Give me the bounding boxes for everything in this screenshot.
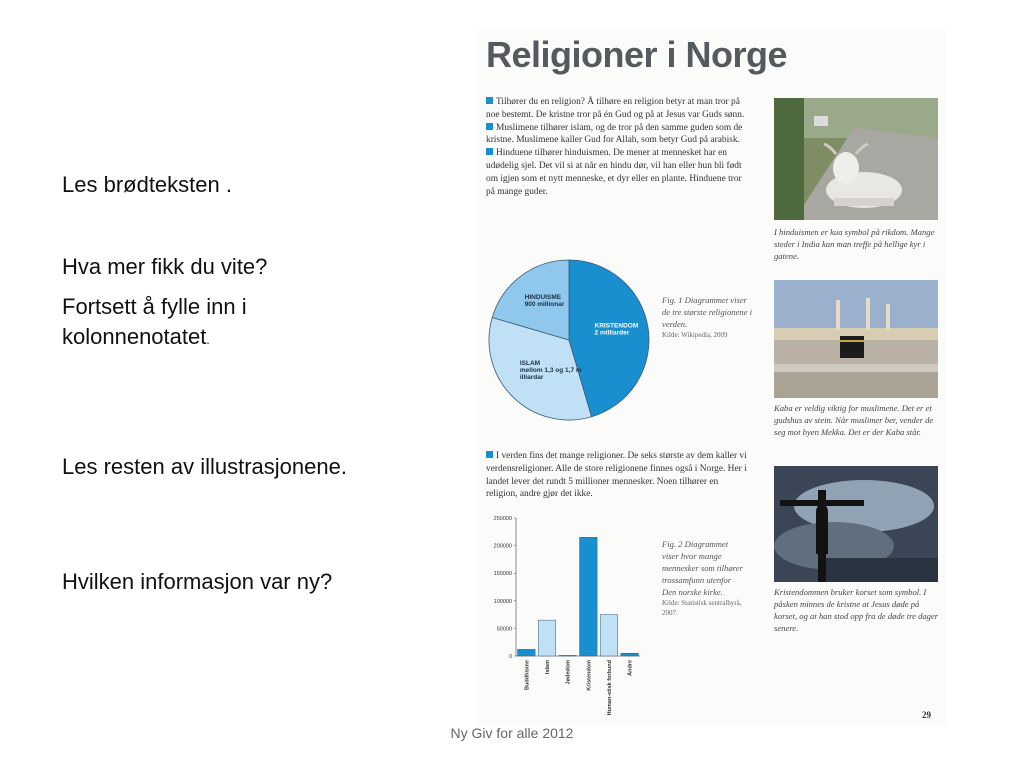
intro-text (486, 96, 748, 198)
page-number: 29 (922, 710, 931, 720)
y-tick-label: 0 (508, 654, 512, 660)
bar-chart (482, 512, 662, 725)
bullet-square-icon (486, 451, 493, 458)
question-what-more: Hva mer fikk du vite? (62, 254, 268, 279)
pie-label: 2 milliarder (594, 329, 630, 337)
pie-label: KRISTENDOM (594, 322, 639, 330)
pie-label: HINDUISME (524, 293, 562, 301)
book-page (476, 30, 946, 725)
fig2-caption: Fig. 2 Diagrammet viser hvor mange mennesker som tilhører trossamfunn utenfor Den norske kirke. Kilde: Statistisk sentralbyrå, 2007. (662, 538, 746, 618)
y-tick-label: 100000 (493, 598, 512, 605)
slide-footer: Ny Giv for alle 2012 (450, 725, 574, 741)
pie-label: mellom 1,3 og 1,7 m (519, 367, 582, 375)
bar (538, 620, 556, 656)
paragraph: I verden fins det mange religioner. De seks største av dem kaller vi verdensreligioner. Alle de store religionene finnes også i Norge. Her i landet lever det rundt 5 millioner mennesker. Noen tilhører en religion, andre gjør det ikke. (486, 451, 747, 500)
caption-kaaba: Kaba er veldig viktig for muslimene. Det er et gudshus av stein. Når muslimer ber, vender de seg mot byen Mekka. Det er der Kaba står. (774, 403, 934, 437)
category-label: Kristendom (586, 660, 593, 691)
y-tick-label: 250000 (493, 516, 512, 522)
category-label: Islam (545, 660, 551, 675)
bar (621, 653, 639, 656)
photo-cow (774, 98, 938, 220)
category-label: Human-etisk forbund (607, 660, 613, 716)
category-label: Andre (627, 660, 634, 676)
instruction-continue: Fortsett å fylle inn i kolonnenotatet. (62, 294, 247, 349)
paragraph: Muslimene tilhører islam, og de tror på den samme guden som de kristne. Muslimene kaller Gud for Allah, som betyr Gud på arabisk. (486, 122, 743, 146)
fig1-caption: Fig. 1 Diagrammet viser de tre største religionene i verden. Kilde: Wikipedia, 2009 (662, 295, 753, 339)
bar (518, 649, 536, 656)
paragraph: Tilhører du en religion? Å tilhøre en religion betyr at man tror på noe bestemt. De kristne tror på én Gud og på at Jesus var Guds sønn. (486, 97, 745, 120)
bullet-square-icon (486, 123, 493, 130)
caption-cow: I hinduismen er kua symbol på rikdom. Mange steder i India kan man treffe på hellige kyr i gatene. (774, 227, 935, 261)
kaaba-photo-icon (774, 280, 938, 398)
bar (600, 615, 618, 656)
instruction-read: Les brødteksten . (62, 172, 232, 197)
y-tick-label: 150000 (493, 571, 512, 578)
category-label: Jødedom (565, 660, 572, 685)
category-label: Buddhisme (524, 660, 531, 690)
page-title: Religioner i Norge (486, 34, 788, 75)
pie-label: 900 millionar (524, 300, 565, 308)
caption-cross: Kristendommen bruker korset som symbol. I påsken minnes de kristne at Jesus døde på korset, og at han stod opp fra de døde tre dager senere. (774, 587, 939, 633)
y-tick-label: 200000 (493, 543, 512, 550)
bar (580, 537, 598, 656)
cow-photo-icon (774, 98, 938, 220)
pie-label: ISLAM (519, 360, 541, 368)
cross-photo-icon (774, 466, 938, 582)
instruction-read-rest: Les resten av illustrasjonene. (62, 454, 347, 479)
fig1-source: Kilde: Wikipedia, 2009 (662, 331, 728, 339)
pie-label: illiardar (519, 374, 544, 382)
bullet-square-icon (486, 148, 493, 155)
paragraph: Hinduene tilhører hinduismen. De mener at mennesket har en udødelig sjel. Det vil si at når en hindu dør, vil han eller hun bli født om igjen som et nytt menneske, et dyr eller en plante. Hinduene tror på mange guder. (486, 148, 742, 197)
world-text (486, 450, 748, 501)
fig2-source: Kilde: Statistisk sentralbyrå, 2007. (662, 599, 742, 617)
y-tick-label: 50000 (496, 626, 512, 633)
pie-chart (484, 255, 654, 425)
photo-cross (774, 466, 938, 582)
photo-kaaba (774, 280, 938, 398)
question-new-info: Hvilken informasjon var ny? (62, 569, 333, 594)
bar (559, 655, 577, 656)
bullet-square-icon (486, 97, 493, 104)
